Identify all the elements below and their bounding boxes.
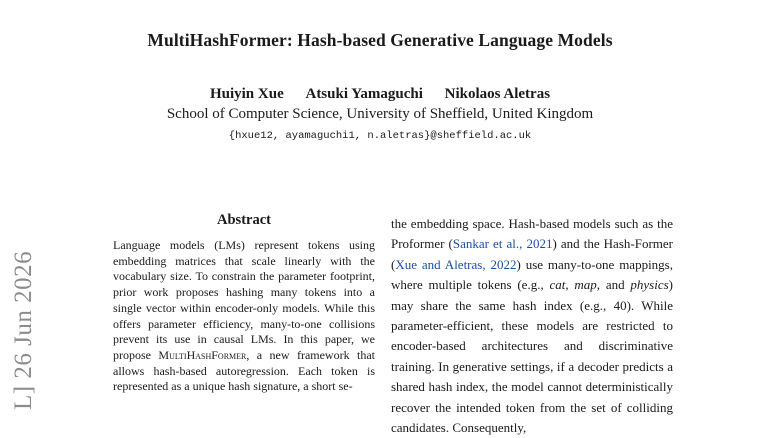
abstract-text bbox=[113, 238, 375, 395]
abstract-segment: Language models (LMs) represent tokens using embedding matrices that scale linearly with the vocabulary size. To constrain the parameter footprint, prior work proposes hashing many tokens into a single vector within encoder-only models. While this offers parameter efficiency, many-to-one collisions prevent its use in causal LMs. In this paper, we propose bbox=[113, 238, 375, 362]
abstract-heading: Abstract bbox=[217, 212, 271, 228]
example-token: cat bbox=[549, 277, 566, 293]
author-name: Atsuki Yamaguchi bbox=[305, 86, 423, 102]
author-emails: {hxue12, ayamaguchi1, n.aletras}@sheffield.ac.uk bbox=[228, 130, 532, 142]
author-name: Huiyin Xue bbox=[209, 86, 284, 102]
body-text-column bbox=[391, 214, 673, 438]
author-list bbox=[0, 86, 760, 103]
method-name-part: MultiHash bbox=[158, 347, 212, 362]
body-segment: , bbox=[565, 277, 575, 293]
method-name-part: Former bbox=[211, 347, 247, 362]
body-segment: the embedding space. Hash-based models such as the Proformer ( bbox=[391, 216, 673, 252]
affiliation: School of Computer Science, University of Sheffield, United Kingdom bbox=[166, 106, 594, 122]
body-segment: , and bbox=[596, 277, 631, 293]
paper-title: MultiHashFormer: Hash-based Generative Language Models bbox=[147, 30, 613, 50]
body-segment: ) use many-to-one mappings, where multiple tokens (e.g., bbox=[391, 256, 673, 293]
body-segment: ) and the Hash-Former ( bbox=[391, 236, 673, 272]
example-token: physics bbox=[630, 277, 669, 293]
abstract-segment: , a new framework that allows hash-based autoregression. Each token is represented as a unique hash signature, a short se- bbox=[113, 347, 376, 394]
author-name: Nikolaos Aletras bbox=[444, 86, 551, 102]
citation-link[interactable]: Sankar et al., 2021 bbox=[452, 236, 553, 252]
arxiv-side-stamp: L] 26 Jun 2026 bbox=[10, 250, 37, 410]
method-name bbox=[158, 348, 246, 362]
example-token: map bbox=[574, 277, 597, 293]
body-segment: ) may share the same hash index (e.g., 40). While parameter-efficient, these models are restricted to encoder-based architectures and discriminative training. In generative settings, if a decoder predicts a shared hash index, the model cannot deterministically recover the intended token from the set of colliding candidates. Consequently, bbox=[391, 277, 673, 436]
citation-link[interactable]: Xue and Aletras, 2022 bbox=[395, 256, 517, 272]
